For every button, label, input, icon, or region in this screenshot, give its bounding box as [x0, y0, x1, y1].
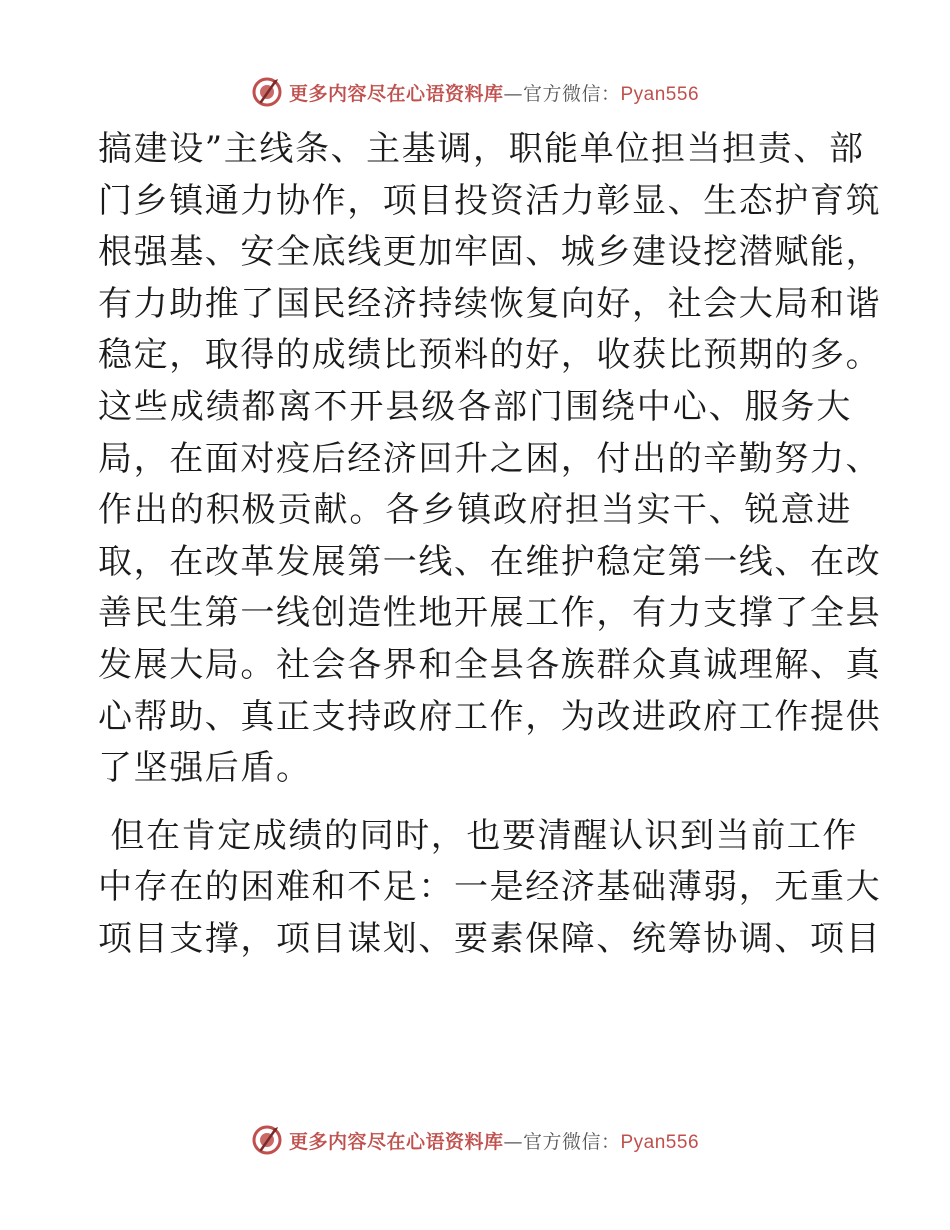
text-line: 局，在面对疫后经济回升之困，付出的辛勤努力、 — [98, 438, 882, 479]
text-line: 门乡镇通力协作，项目投资活力彰显、生态护育筑 — [98, 180, 882, 221]
watermark-wechat-id: Pyan556 — [620, 83, 700, 105]
text-line: 中存在的困难和不足：一是经济基础薄弱，无重大 — [98, 867, 882, 908]
watermark-separator: —官方微信： — [503, 82, 621, 105]
watermark-main: 更多内容尽在心语资料库 — [288, 1130, 504, 1153]
text-line: 项目支撑，项目谋划、要素保障、统筹协调、项目 — [98, 918, 882, 959]
text-line: 稳定，取得的成绩比预料的好，收获比预期的多。 — [98, 335, 882, 376]
paragraph — [98, 124, 882, 795]
text-line: 搞建设”主线条、主基调，职能单位担当担责、部 — [98, 129, 865, 169]
watermark-text — [289, 1127, 699, 1154]
paragraph — [98, 811, 882, 966]
watermark-logo-icon — [251, 76, 283, 108]
document-body — [98, 124, 882, 966]
header-watermark — [0, 72, 950, 112]
text-line: 发展大局。社会各界和全县各族群众真诚理解、真 — [98, 644, 882, 685]
text-line: 但在肯定成绩的同时，也要清醒认识到当前工作 — [98, 815, 859, 856]
watermark-wechat-id: Pyan556 — [620, 1131, 700, 1153]
watermark-text — [289, 79, 699, 106]
text-line: 取，在改革发展第一线、在维护稳定第一线、在改 — [98, 541, 882, 582]
text-line: 这些成绩都离不开县级各部门围绕中心、服务大 — [98, 386, 852, 427]
text-line: 心帮助、真正支持政府工作，为改进政府工作提供 — [98, 696, 882, 737]
text-line: 了坚强后盾。 — [98, 748, 312, 789]
text-line: 善民生第一线创造性地开展工作，有力支撑了全县 — [98, 593, 882, 634]
text-line: 作出的积极贡献。各乡镇政府担当实干、锐意进 — [98, 490, 852, 531]
text-line: 有力助推了国民经济持续恢复向好，社会大局和谐 — [98, 283, 882, 324]
watermark-main: 更多内容尽在心语资料库 — [288, 82, 504, 105]
watermark-separator: —官方微信： — [503, 1130, 621, 1153]
text-line: 根强基、安全底线更加牢固、城乡建设挖潜赋能， — [98, 232, 882, 273]
watermark-logo-icon — [251, 1124, 283, 1156]
footer-watermark — [0, 1120, 950, 1160]
